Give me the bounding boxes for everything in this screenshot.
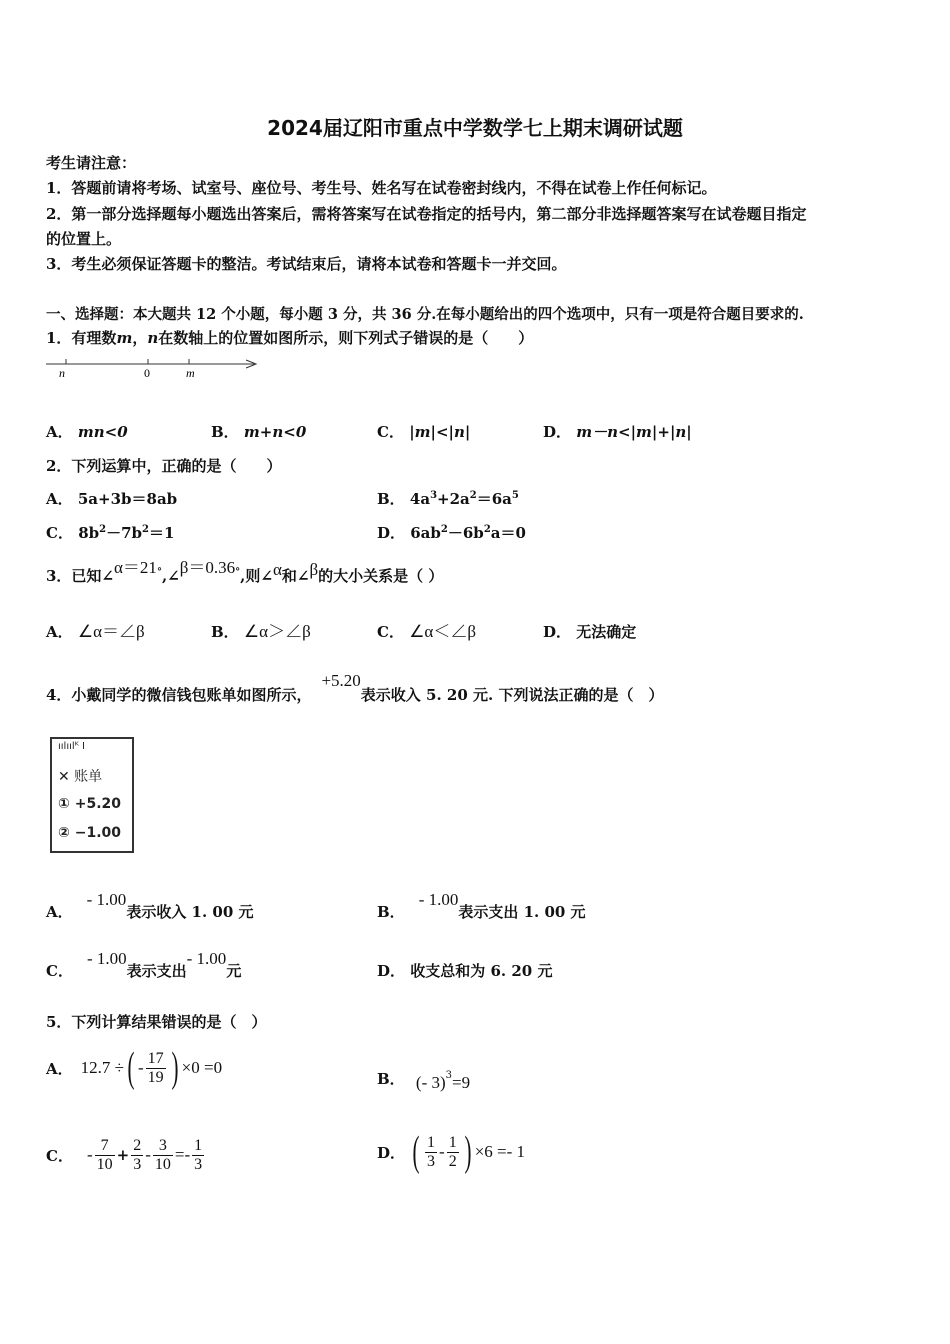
q3-stem: 3．已知∠α＝21°,∠β＝0.36°,则∠α和∠β的大小关系是（ ）: [46, 558, 444, 585]
notice-item-1: 1．答题前请将考场、试室号、座位号、考生号、姓名写在试卷密封线内，不得在试卷上作任何标记。: [46, 179, 717, 197]
axis-label-n: n: [59, 366, 65, 380]
q1-option-d: D． m－n<|m|+|n|: [543, 423, 692, 441]
q3-option-c: C． ∠α＜∠β: [377, 622, 476, 641]
wallet-bill-image: [50, 737, 134, 853]
notice-heading: 考生请注意：: [46, 154, 137, 172]
q1-option-b: B． m+n<0: [211, 423, 307, 441]
q2-stem: 2．下列运算中，正确的是（ ）: [46, 457, 282, 475]
notice-item-3: 3．考生必须保证答题卡的整洁。考试结束后，请将本试卷和答题卡一并交回。: [46, 255, 567, 273]
q4-stem: 4．小戴同学的微信钱包账单如图所示，+5.20表示收入 5. 20 元. 下列说法正确的是（ ）: [46, 671, 664, 704]
q2-option-c: C． $8b^2-7b^2=1$: [46, 524, 175, 542]
q1-option-a: A． mn<0: [46, 423, 128, 441]
q5-option-c: C． - $\frac{7}{10}$ + $\frac{2}{3}$ - $\frac{3}{10}$ =- $\frac{1}{3}$: [46, 1136, 203, 1173]
number-line: [44, 354, 264, 380]
q2-option-b: B． $4a^3+2a^2=6a^5$: [377, 490, 519, 508]
notice-item-2-cont: 的位置上。: [46, 230, 122, 248]
q5-option-a: A． 12.7 ÷ ( - $\frac{17}{19}$ ) ×0 =0: [46, 1045, 223, 1091]
wallet-row-expense: ② −1.00: [58, 825, 121, 841]
q5-stem: 5．下列计算结果错误的是（ ）: [46, 1013, 267, 1031]
wallet-status-bar: ıılıılᴷ I: [58, 741, 85, 752]
axis-label-zero: 0: [144, 366, 150, 380]
q4-option-d: D． 收支总和为 6. 20 元: [377, 962, 553, 980]
axis-label-m: m: [186, 366, 195, 380]
wallet-header: ✕ 账单: [58, 769, 103, 785]
q3-option-d: D． 无法确定: [543, 623, 637, 641]
q3-option-a: A． ∠α＝∠β: [46, 622, 145, 641]
q4-option-c: C．- 1.00表示支出- 1.00元: [46, 949, 242, 980]
q1-stem: 1．有理数m，n在数轴上的位置如图所示，则下列式子错误的是（ ）: [46, 329, 534, 347]
notice-item-2: 2．第一部分选择题每小题选出答案后，需将答案写在试卷指定的括号内，第二部分非选择题答案写在试卷题目指定: [46, 205, 807, 223]
q5-option-d: D． ( $\frac{1}{3}$ - $\frac{1}{2}$ ) ×6 =- 1: [377, 1129, 526, 1175]
q4-option-a: A．- 1.00表示收入 1. 00 元: [46, 890, 254, 921]
q5-option-b: B． (- 3)$^3$=9: [377, 1070, 471, 1092]
q3-option-b: B． ∠α＞∠β: [211, 622, 311, 641]
section-heading: 一、选择题：本大题共 12 个小题，每小题 3 分，共 36 分.在每小题给出的四个选项中，只有一项是符合题目要求的.: [46, 306, 804, 323]
q4-option-b: B．- 1.00表示支出 1. 00 元: [377, 890, 586, 921]
q2-option-a: A． 5a+3b＝8ab: [46, 490, 178, 508]
wallet-row-income: ① +5.20: [58, 796, 121, 812]
q1-option-c: C． |m|<|n|: [377, 423, 471, 441]
q2-option-d: D． $6ab^2-6b^2a=0$: [377, 524, 526, 542]
page-title: 2024届辽阳市重点中学数学七上期末调研试题: [267, 116, 683, 140]
